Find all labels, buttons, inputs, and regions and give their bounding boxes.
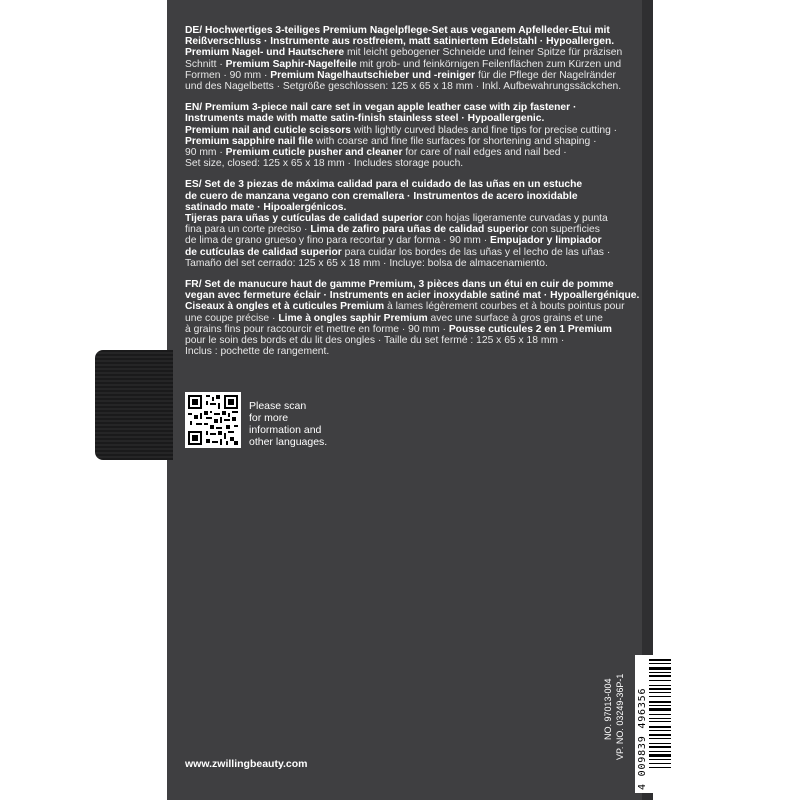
en-pusher: Premium cuticle pusher and cleaner	[225, 147, 403, 159]
es-line-6	[185, 235, 645, 246]
es-line-2: de cuero de manzana vegano con cremallera · Instrumentos de acero inoxidable	[185, 190, 578, 202]
fr-line-1: FR/ Set de manucure haut de gamme Premium, 3 pièces dans un étui en cuir de pomme	[185, 279, 614, 291]
vp-number: VP. NO. 03249-36P-1	[615, 673, 625, 760]
de-line-5	[185, 70, 645, 81]
de-line-1: DE/ Hochwertiges 3-teiliges Premium Nagelpflege-Set aus veganem Apfelleder-Etui mit	[185, 25, 610, 36]
es-scissors: Tijeras para uñas y cutículas de calidad superior	[185, 213, 423, 225]
scan-line-4: other languages.	[249, 436, 328, 448]
en-line-3	[185, 125, 645, 136]
es-line-1: ES/ Set de 3 piezas de máxima calidad para el cuidado de las uñas en un estuche	[185, 179, 583, 191]
en-scissors-desc: with lightly curved blades and fine tips for precise cutting ·	[350, 124, 618, 136]
de-scissors: Premium Nagel- und Hautschere	[185, 47, 345, 59]
es-pusher: Empujador y limpiador	[490, 235, 602, 247]
description-es	[185, 179, 645, 269]
product-description	[185, 25, 645, 367]
de-pusher: Premium Nagelhautschieber und -reiniger	[270, 69, 476, 81]
en-scissors: Premium nail and cuticle scissors	[185, 124, 351, 136]
website-url[interactable]: www.zwillingbeauty.com	[185, 758, 308, 770]
fr-line-5	[185, 324, 645, 335]
fr-file: Lime à ongles saphir Premium	[278, 312, 428, 324]
fr-pusher: Pousse cuticules 2 en 1 Premium	[448, 323, 612, 335]
description-en	[185, 102, 645, 169]
qr-code[interactable]	[185, 392, 241, 448]
en-l5a: 90 mm ·	[185, 147, 226, 159]
scan-line-3: information and	[249, 424, 322, 436]
en-file: Premium sapphire nail file	[185, 135, 314, 147]
de-file-desc: mit grob- und feinkörnigen Feilenflächen zum Kürzen und	[356, 58, 622, 70]
de-line-4	[185, 59, 645, 70]
es-pusher-desc: para cuidar los bordes de las uñas y el lecho de las uñas ·	[341, 246, 611, 258]
fr-line-6: pour le soin des bords et du lit des ongles · Taille du set fermé : 125 x 65 x 18 mm ·	[185, 335, 565, 347]
scan-instructions	[249, 400, 349, 448]
es-line-3: satinado mate · Hipoalergénicos.	[185, 201, 347, 213]
en-file-desc: with coarse and fine file surfaces for shortening and shaping ·	[313, 135, 597, 147]
fr-line-4	[185, 313, 645, 324]
es-line-8: Tamaño del set cerrado: 125 x 65 x 18 mm · Incluye: bolsa de almacenamiento.	[185, 257, 548, 269]
elastic-strap	[95, 350, 173, 460]
fr-scissors-desc: à lames légèrement courbes et à bouts pointus pour	[384, 301, 625, 313]
en-pusher-desc: for care of nail edges and nail bed ·	[402, 147, 567, 159]
en-line-6: Set size, closed: 125 x 65 x 18 mm · Includes storage pouch.	[185, 158, 464, 170]
description-fr	[185, 279, 645, 357]
fr-line-7: Inclus : pochette de rangement.	[185, 346, 330, 358]
qr-section	[185, 392, 349, 448]
de-line-6: und des Nagelbetts · Setgröße geschlossen: 125 x 65 x 18 mm · Inkl. Aufbewahrungssäckchen.	[185, 81, 622, 93]
es-file: Lima de zafiro para uñas de calidad superior	[310, 224, 529, 236]
fr-line-2: vegan avec fermeture éclair · Instruments en acier inoxydable satiné mat · Hypoallergénique.	[185, 290, 640, 302]
fr-scissors: Ciseaux à ongles et à cuticules Premium	[185, 301, 385, 313]
de-file: Premium Saphir-Nagelfeile	[225, 58, 357, 70]
de-line-3	[185, 47, 645, 58]
es-line-4	[185, 213, 645, 224]
scan-line-2: for more	[249, 412, 289, 424]
de-l4a: Schnitt ·	[185, 58, 226, 70]
es-l6: de lima de grano grueso y fino para recortar y dar forma · 90 mm ·	[185, 235, 491, 247]
es-scissors-desc: con hojas ligeramente curvadas y punta	[422, 213, 608, 225]
en-line-1: EN/ Premium 3-piece nail care set in vegan apple leather case with zip fastener ·	[185, 102, 577, 114]
de-l5a: Formen · 90 mm ·	[185, 69, 271, 81]
description-de	[185, 25, 645, 92]
de-pusher-desc: für die Pflege der Nagelränder	[475, 69, 616, 81]
de-scissors-desc: mit leicht gebogener Schneide und feiner Spitze für präzisen	[344, 47, 623, 59]
en-line-5	[185, 147, 645, 158]
barcode-number: 4 009839 496356	[637, 687, 648, 790]
es-pusher-2: de cutículas de calidad superior	[185, 246, 342, 258]
en-line-2: Instruments made with matte satin-finish stainless steel · Hypoallergenic.	[185, 113, 545, 125]
fr-l5a: à grains fins pour raccourcir et mettre en forme · 90 mm ·	[185, 323, 449, 335]
fr-line-3	[185, 301, 645, 312]
de-line-2: Reißverschluss · Instrumente aus rostfreiem, matt satiniertem Edelstahl · Hypoallergen.	[185, 36, 615, 48]
fr-file-desc: avec une surface à gros grains et une	[427, 312, 603, 324]
article-number: NO. 97013-004	[603, 678, 613, 740]
es-l5a: fina para un corte preciso ·	[185, 224, 311, 236]
es-line-5	[185, 224, 645, 235]
es-line-7	[185, 247, 645, 258]
fr-l4a: une coupe précise ·	[185, 312, 279, 324]
es-file-desc: con superficies	[528, 224, 600, 236]
scan-line-1: Please scan	[249, 400, 307, 412]
en-line-4	[185, 136, 645, 147]
